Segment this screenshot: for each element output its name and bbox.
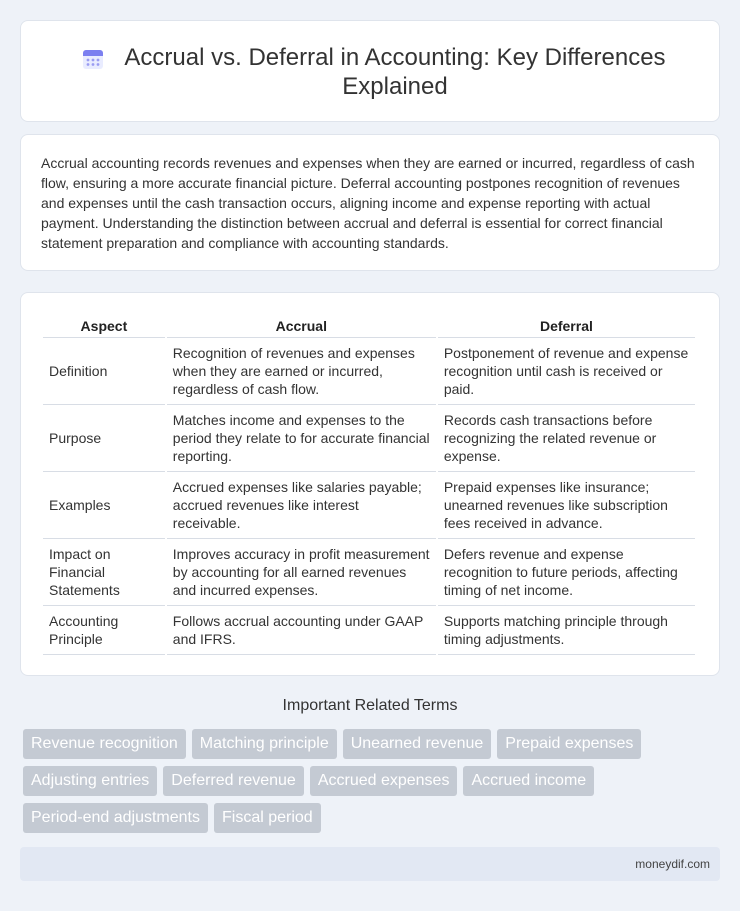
table-row xyxy=(43,606,695,655)
cell-aspect: Examples xyxy=(43,472,165,539)
related-term-tag[interactable]: Fiscal period xyxy=(214,803,321,833)
cell-deferral: Records cash transactions before recognizing the related revenue or expense. xyxy=(438,405,695,472)
title-card xyxy=(20,20,720,122)
intro-paragraph: Accrual accounting records revenues and expenses when they are earned or incurred, regardless of cash flow, ensuring a more accurate financial picture. Deferral accounting postpones recognition of revenues and expenses until the cash transaction occurs, aligning income and expense reporting with actual payment. Understanding the distinction between accrual and deferral is essential for correct financial statement preparation and compliance with accounting standards. xyxy=(41,155,695,251)
cell-accrual: Accrued expenses like salaries payable; accrued revenues like interest receivable. xyxy=(167,472,436,539)
cell-aspect: Definition xyxy=(43,338,165,405)
cell-aspect: Purpose xyxy=(43,405,165,472)
related-term-tag[interactable]: Matching principle xyxy=(192,729,337,759)
cell-deferral: Supports matching principle through timing adjustments. xyxy=(438,606,695,655)
footer xyxy=(20,847,720,881)
footer-site-link[interactable]: moneydif.com xyxy=(635,857,710,871)
cell-accrual: Follows accrual accounting under GAAP and IFRS. xyxy=(167,606,436,655)
cell-aspect: Impact on Financial Statements xyxy=(43,539,165,606)
table-row xyxy=(43,472,695,539)
related-term-tag[interactable]: Adjusting entries xyxy=(23,766,157,796)
header-aspect: Aspect xyxy=(43,315,165,338)
cell-deferral: Prepaid expenses like insurance; unearned revenues like subscription fees received in advance. xyxy=(438,472,695,539)
header-deferral: Deferral xyxy=(438,315,695,338)
table-row xyxy=(43,539,695,606)
comparison-table-card xyxy=(20,292,720,676)
page-title: Accrual vs. Deferral in Accounting: Key Differences Explained xyxy=(124,44,666,100)
cell-accrual: Matches income and expenses to the period they relate to for accurate financial reporting. xyxy=(167,405,436,472)
related-term-tag[interactable]: Deferred revenue xyxy=(163,766,304,796)
table-header-row xyxy=(43,315,695,338)
intro-card xyxy=(20,134,720,271)
cell-accrual: Recognition of revenues and expenses when they are earned or incurred, regardless of cash flow. xyxy=(167,338,436,405)
related-term-tag[interactable]: Unearned revenue xyxy=(343,729,492,759)
related-term-tag[interactable]: Prepaid expenses xyxy=(497,729,641,759)
cell-deferral: Postponement of revenue and expense recognition until cash is received or paid. xyxy=(438,338,695,405)
cell-deferral: Defers revenue and expense recognition to future periods, affecting timing of net income. xyxy=(438,539,695,606)
header-accrual: Accrual xyxy=(167,315,436,338)
related-term-tag[interactable]: Accrued expenses xyxy=(310,766,458,796)
related-term-tag[interactable]: Accrued income xyxy=(463,766,594,796)
related-term-tag[interactable]: Revenue recognition xyxy=(23,729,186,759)
cell-aspect: Accounting Principle xyxy=(43,606,165,655)
table-row xyxy=(43,338,695,405)
cell-accrual: Improves accuracy in profit measurement by accounting for all earned revenues and incurred expenses. xyxy=(167,539,436,606)
related-term-tag[interactable]: Period-end adjustments xyxy=(23,803,208,833)
related-terms-list xyxy=(23,729,713,833)
related-terms-heading: Important Related Terms xyxy=(282,697,458,714)
comparison-table xyxy=(41,315,697,655)
table-row xyxy=(43,405,695,472)
